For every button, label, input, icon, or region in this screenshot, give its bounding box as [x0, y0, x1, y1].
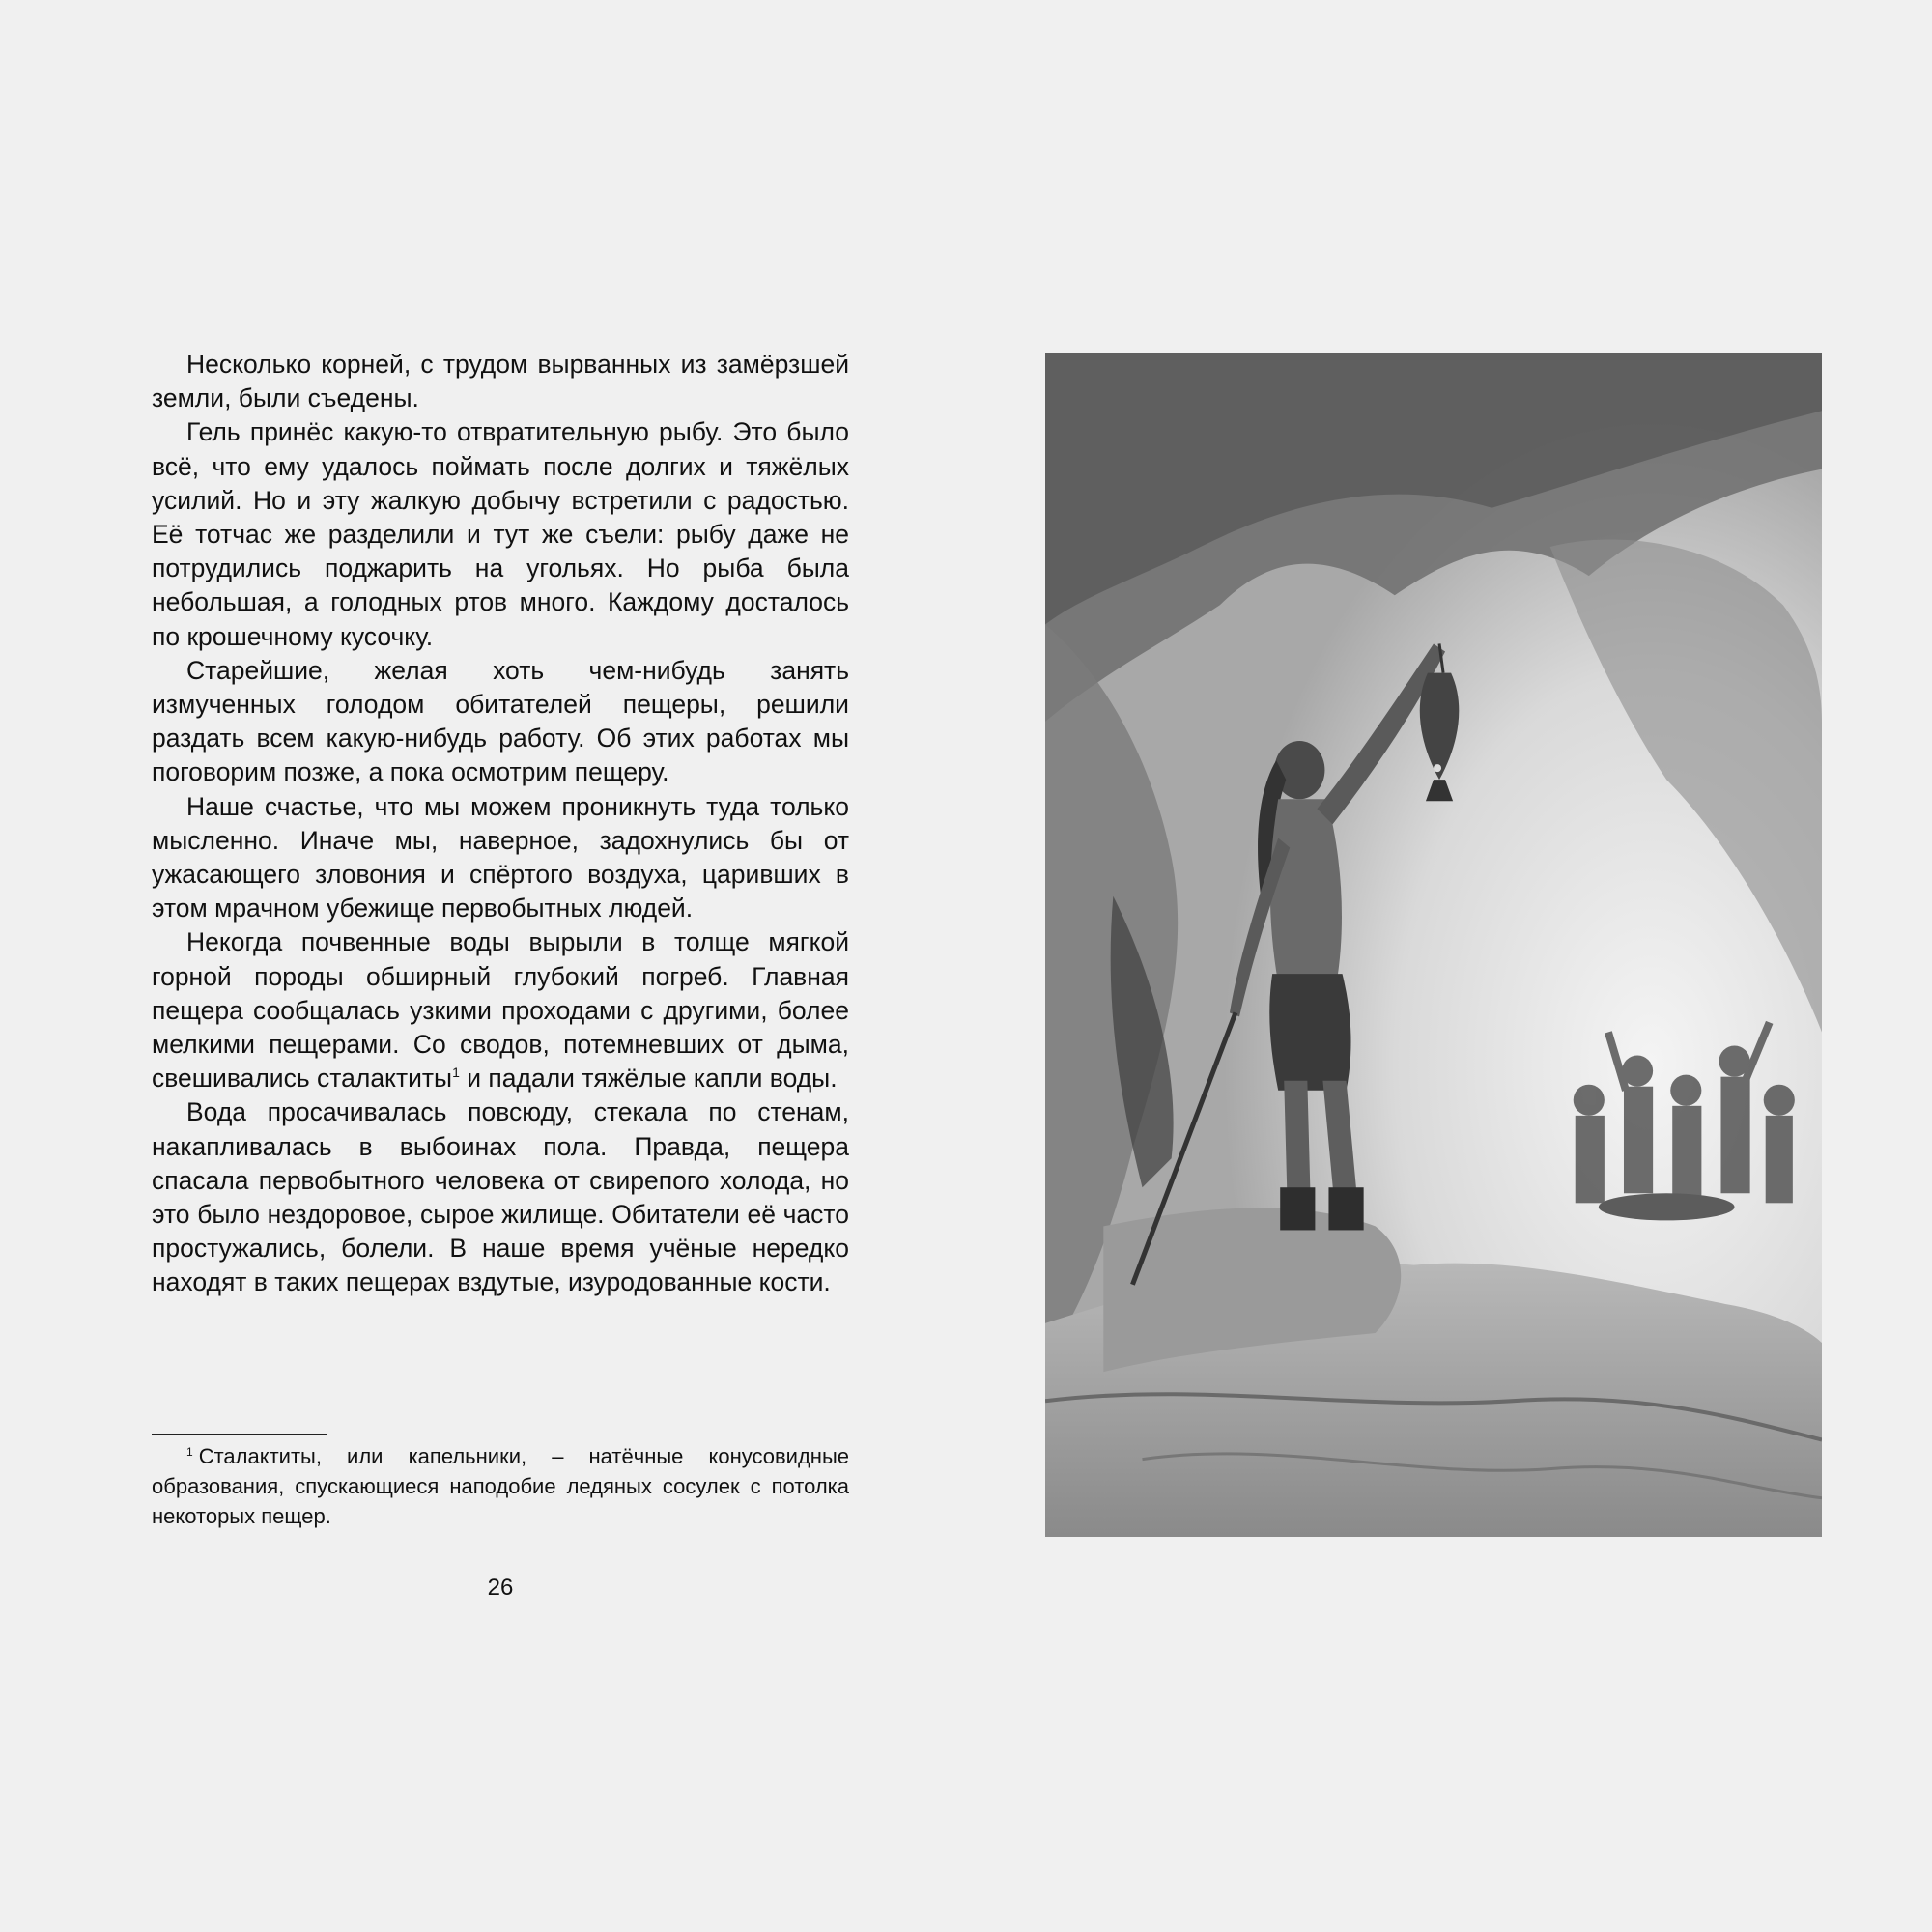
paragraph-2: Гель принёс какую-то отвратительную рыбу. Это было всё, что ему удалось поймать после долгих и тяжёлых усилий. Но и эту жалкую добычу встретили с радостью. Её тотчас же разделили и тут же съели: рыбу даже не потрудились поджарить на угольях. Но рыба была небольшая, а голодных ртов много. Каждому досталось по крошечному кусочку.: [152, 417, 849, 651]
footnote: [152, 1441, 849, 1531]
cave-illustration: [1045, 353, 1822, 1537]
footnote-marker: 1: [186, 1444, 193, 1459]
fish-eye: [1434, 764, 1441, 772]
footnote-text: Сталактиты, или капельники, – натёчные конусовидные образования, спускающиеся наподобие ледяных сосулек с потолка некоторых пещер.: [152, 1444, 849, 1528]
person-body: [1672, 1106, 1701, 1203]
paragraph-5: [152, 925, 849, 1095]
crowd-shadow: [1599, 1193, 1735, 1220]
body-text: [152, 348, 849, 1300]
footnote-divider: [152, 1434, 327, 1435]
paragraph-4: Наше счастье, что мы можем проникнуть туда только мысленно. Иначе мы, наверное, задохнулись бы от ужасающего зловония и спёртого воздуха, царивших в этом мрачном убежище первобытных людей.: [152, 791, 849, 923]
person-body: [1624, 1087, 1653, 1194]
footnote-reference[interactable]: 1: [452, 1065, 460, 1081]
person-body: [1766, 1116, 1793, 1203]
paragraph-6: Вода просачивалась повсюду, стекала по стенам, накапливалась в выбоинах пола. Правда, пещера спасала первобытного человека от свирепого холода, но это было нездоровое, сырое жилище. Обитатели её часто простужались, болели. В наше время учёные нередко находят в таких пещерах вздутые, изуродованные кости.: [152, 1097, 849, 1297]
page-number: 26: [487, 1575, 514, 1601]
person-head: [1764, 1085, 1795, 1116]
person-head: [1574, 1085, 1605, 1116]
paragraph-5-continuation: и падали тяжёлые капли воды.: [467, 1064, 838, 1094]
hunter-right-boot: [1328, 1187, 1363, 1230]
paragraph-3: Старейшие, желая хоть чем-нибудь занять измученных голодом обитателей пещеры, решили раздать всем какую-нибудь работу. Об этих работах мы поговорим позже, а пока осмотрим пещеру.: [152, 655, 849, 787]
person-body: [1576, 1116, 1605, 1203]
hunter-left-boot: [1280, 1187, 1315, 1230]
hunter-torso: [1270, 799, 1342, 983]
paragraph-1: Несколько корней, с трудом вырванных из замёрзшей земли, были съедены.: [152, 350, 849, 413]
illustration-drawing: [1045, 353, 1822, 1537]
paragraph-5-text: Некогда почвенные воды вырыли в толще мягкой горной породы обширный глубокий погреб. Главная пещера сообщалась узкими проходами с другими, более мелкими пещерами. Со сводов, потемневших от дыма, свешивались сталактиты: [152, 927, 849, 1094]
person-head: [1670, 1075, 1701, 1106]
hunter-loincloth: [1269, 974, 1350, 1091]
person-body: [1720, 1077, 1749, 1194]
